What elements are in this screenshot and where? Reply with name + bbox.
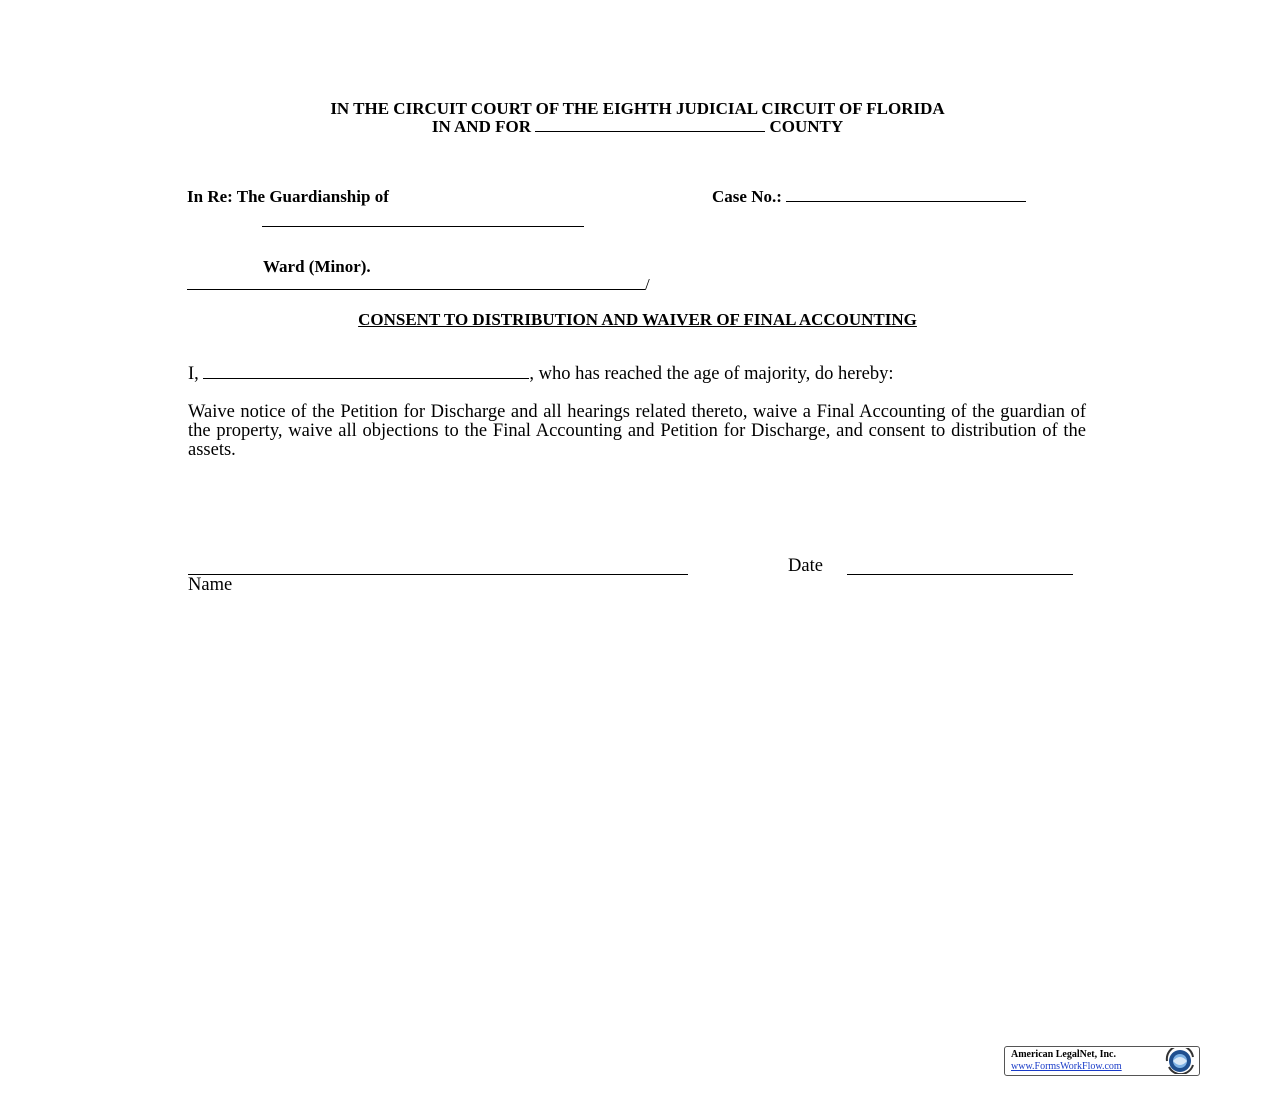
intro-prefix: I, xyxy=(188,364,199,384)
caption-closing-line xyxy=(187,275,650,295)
caption-slash: / xyxy=(645,275,650,294)
case-number-blank-field[interactable] xyxy=(786,188,1026,202)
date-label: Date xyxy=(788,556,823,576)
county-blank-field[interactable] xyxy=(535,118,765,132)
case-number-label: Case No.: xyxy=(712,187,782,206)
ward-name-blank-field[interactable] xyxy=(262,226,584,227)
name-label: Name xyxy=(188,575,233,595)
intro-sentence xyxy=(188,364,893,385)
globe-emblem-icon xyxy=(1162,1048,1198,1074)
document-title: CONSENT TO DISTRIBUTION AND WAIVER OF FINAL ACCOUNTING xyxy=(358,310,917,329)
intro-suffix: , who has reached the age of majority, do hereby: xyxy=(529,364,894,384)
in-re-label: In Re: The Guardianship of xyxy=(187,187,389,206)
logo-website-link[interactable]: www.FormsWorkFlow.com xyxy=(1011,1061,1122,1072)
court-header-line1: IN THE CIRCUIT COURT OF THE EIGHTH JUDICIAL CIRCUIT OF FLORIDA xyxy=(330,99,945,118)
logo-company-name: American LegalNet, Inc. xyxy=(1011,1049,1116,1060)
county-prefix: IN AND FOR xyxy=(431,117,531,136)
american-legalnet-logo xyxy=(1004,1046,1200,1076)
court-header-line2 xyxy=(0,117,1275,137)
waiver-paragraph: Waive notice of the Petition for Discharge and all hearings related thereto, waive a Final Accounting of the guardian of the property, waive all objections to the Final Accounting and Petition for Discharge, and consent to distribution of the assets. xyxy=(188,402,1086,460)
consenter-name-blank-field[interactable] xyxy=(203,365,529,379)
case-number-row xyxy=(712,187,1026,207)
date-blank-field[interactable] xyxy=(847,574,1073,575)
ward-label: Ward (Minor). xyxy=(263,257,371,276)
name-signature-line[interactable] xyxy=(188,574,688,575)
county-suffix: COUNTY xyxy=(769,117,844,136)
caption-underline xyxy=(187,276,645,290)
